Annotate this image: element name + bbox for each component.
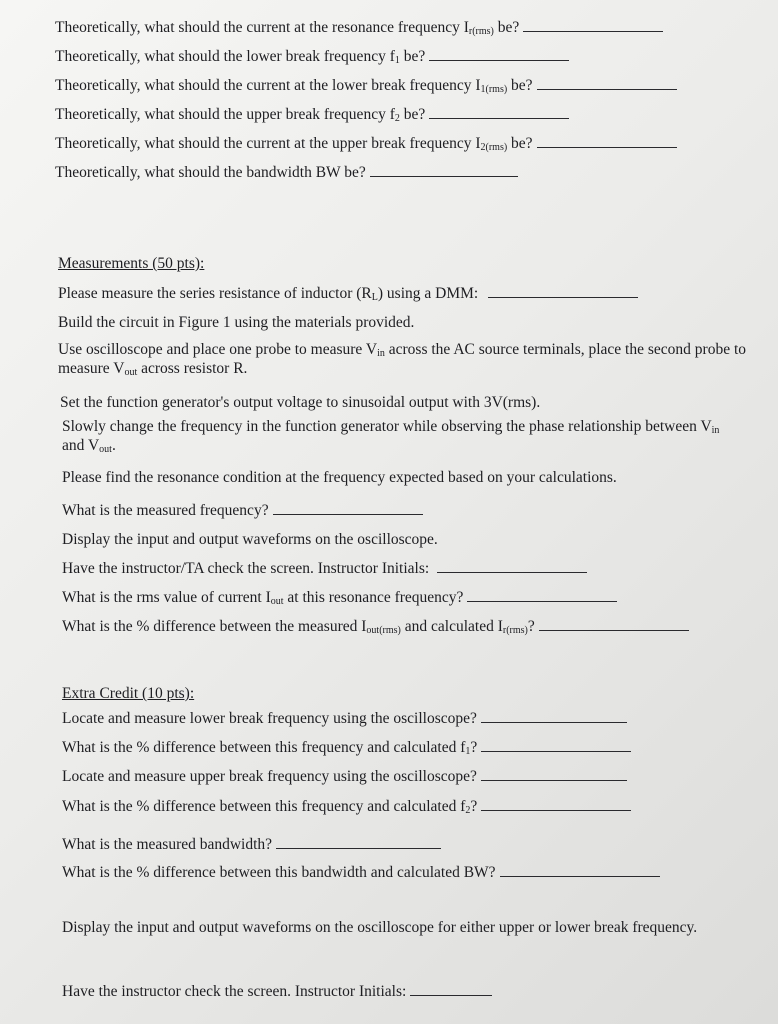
answer-blank[interactable] xyxy=(276,836,441,849)
build-circuit-instruction: Build the circuit in Figure 1 using the materials provided. xyxy=(58,314,415,331)
theory-question-lower-current: Theoretically, what should the current at the lower break frequency $I_{1(rms)}$ be? xyxy=(55,76,677,95)
probe-instruction: Use oscilloscope and place one probe to measure $V_{in}$ across the AC source terminals, place the second probe to measure $V_{out}$ across resistor R. xyxy=(58,341,746,378)
percent-difference-bandwidth-question: What is the % difference between this bandwidth and calculated BW? xyxy=(62,863,660,882)
theory-question-resonance-current: Theoretically, what should the current at the resonance frequency $I_{r(rms)}$ be? xyxy=(55,18,663,37)
measured-bandwidth-question: What is the measured bandwidth? xyxy=(62,835,441,854)
answer-blank[interactable] xyxy=(467,589,617,602)
answer-blank[interactable] xyxy=(481,768,627,781)
answer-blank[interactable] xyxy=(488,285,638,298)
answer-blank[interactable] xyxy=(539,618,689,631)
answer-blank[interactable] xyxy=(523,19,663,32)
theory-question-lower-break: Theoretically, what should the lower break frequency $f_1$ be? xyxy=(55,47,569,66)
percent-difference-f2-question: What is the % difference between this frequency and calculated $f_2$? xyxy=(62,797,631,816)
theory-question-upper-break: Theoretically, what should the upper break frequency $f_2$ be? xyxy=(55,105,569,124)
initials-blank[interactable] xyxy=(437,560,587,573)
measure-dmm-question: Please measure the series resistance of inductor $(R_L)$ using a DMM: xyxy=(58,284,638,303)
display-waveforms-instruction: Display the input and output waveforms on the oscilloscope. xyxy=(62,531,438,548)
measurements-heading: Measurements (50 pts): xyxy=(58,255,205,272)
resonance-instruction: Please find the resonance condition at the frequency expected based on your calculations. xyxy=(62,469,617,486)
answer-blank[interactable] xyxy=(481,798,631,811)
measured-frequency-question: What is the measured frequency? xyxy=(62,501,423,520)
lower-break-measure-question: Locate and measure lower break frequency using the oscilloscope? xyxy=(62,709,627,728)
instructor-initials-line: Have the instructor/TA check the screen. Instructor Initials: xyxy=(62,559,587,578)
percent-difference-current-question: What is the % difference between the measured $I_{out(rms)}$ and calculated $I_{r(rms)}$? xyxy=(62,617,689,636)
answer-blank[interactable] xyxy=(429,106,569,119)
answer-blank[interactable] xyxy=(273,502,423,515)
answer-blank[interactable] xyxy=(429,48,569,61)
answer-blank[interactable] xyxy=(370,164,518,177)
slowly-change-instruction: Slowly change the frequency in the function generator while observing the phase relationship between $V_{in}$ and $V_{out}$. xyxy=(62,418,720,455)
answer-blank[interactable] xyxy=(481,739,631,752)
answer-blank[interactable] xyxy=(500,864,660,877)
rms-current-question: What is the rms value of current $I_{out}$ at this resonance frequency? xyxy=(62,588,617,607)
upper-break-measure-question: Locate and measure upper break frequency using the oscilloscope? xyxy=(62,767,627,786)
percent-difference-f1-question: What is the % difference between this frequency and calculated $f_1$? xyxy=(62,738,631,757)
final-instructor-initials-line: Have the instructor check the screen. Instructor Initials: xyxy=(62,982,492,1001)
final-display-instruction: Display the input and output waveforms on the oscilloscope for either upper or lower break frequency. xyxy=(62,919,698,936)
set-generator-instruction: Set the function generator's output voltage to sinusoidal output with 3V(rms). xyxy=(60,394,541,411)
extra-credit-heading: Extra Credit (10 pts): xyxy=(62,685,195,702)
answer-blank[interactable] xyxy=(537,77,677,90)
answer-blank[interactable] xyxy=(481,710,627,723)
theory-question-bandwidth: Theoretically, what should the bandwidth BW be? xyxy=(55,163,518,182)
theory-question-upper-current: Theoretically, what should the current at the upper break frequency $I_{2(rms)}$ be? xyxy=(55,134,677,153)
answer-blank[interactable] xyxy=(537,135,677,148)
initials-blank[interactable] xyxy=(410,983,492,996)
